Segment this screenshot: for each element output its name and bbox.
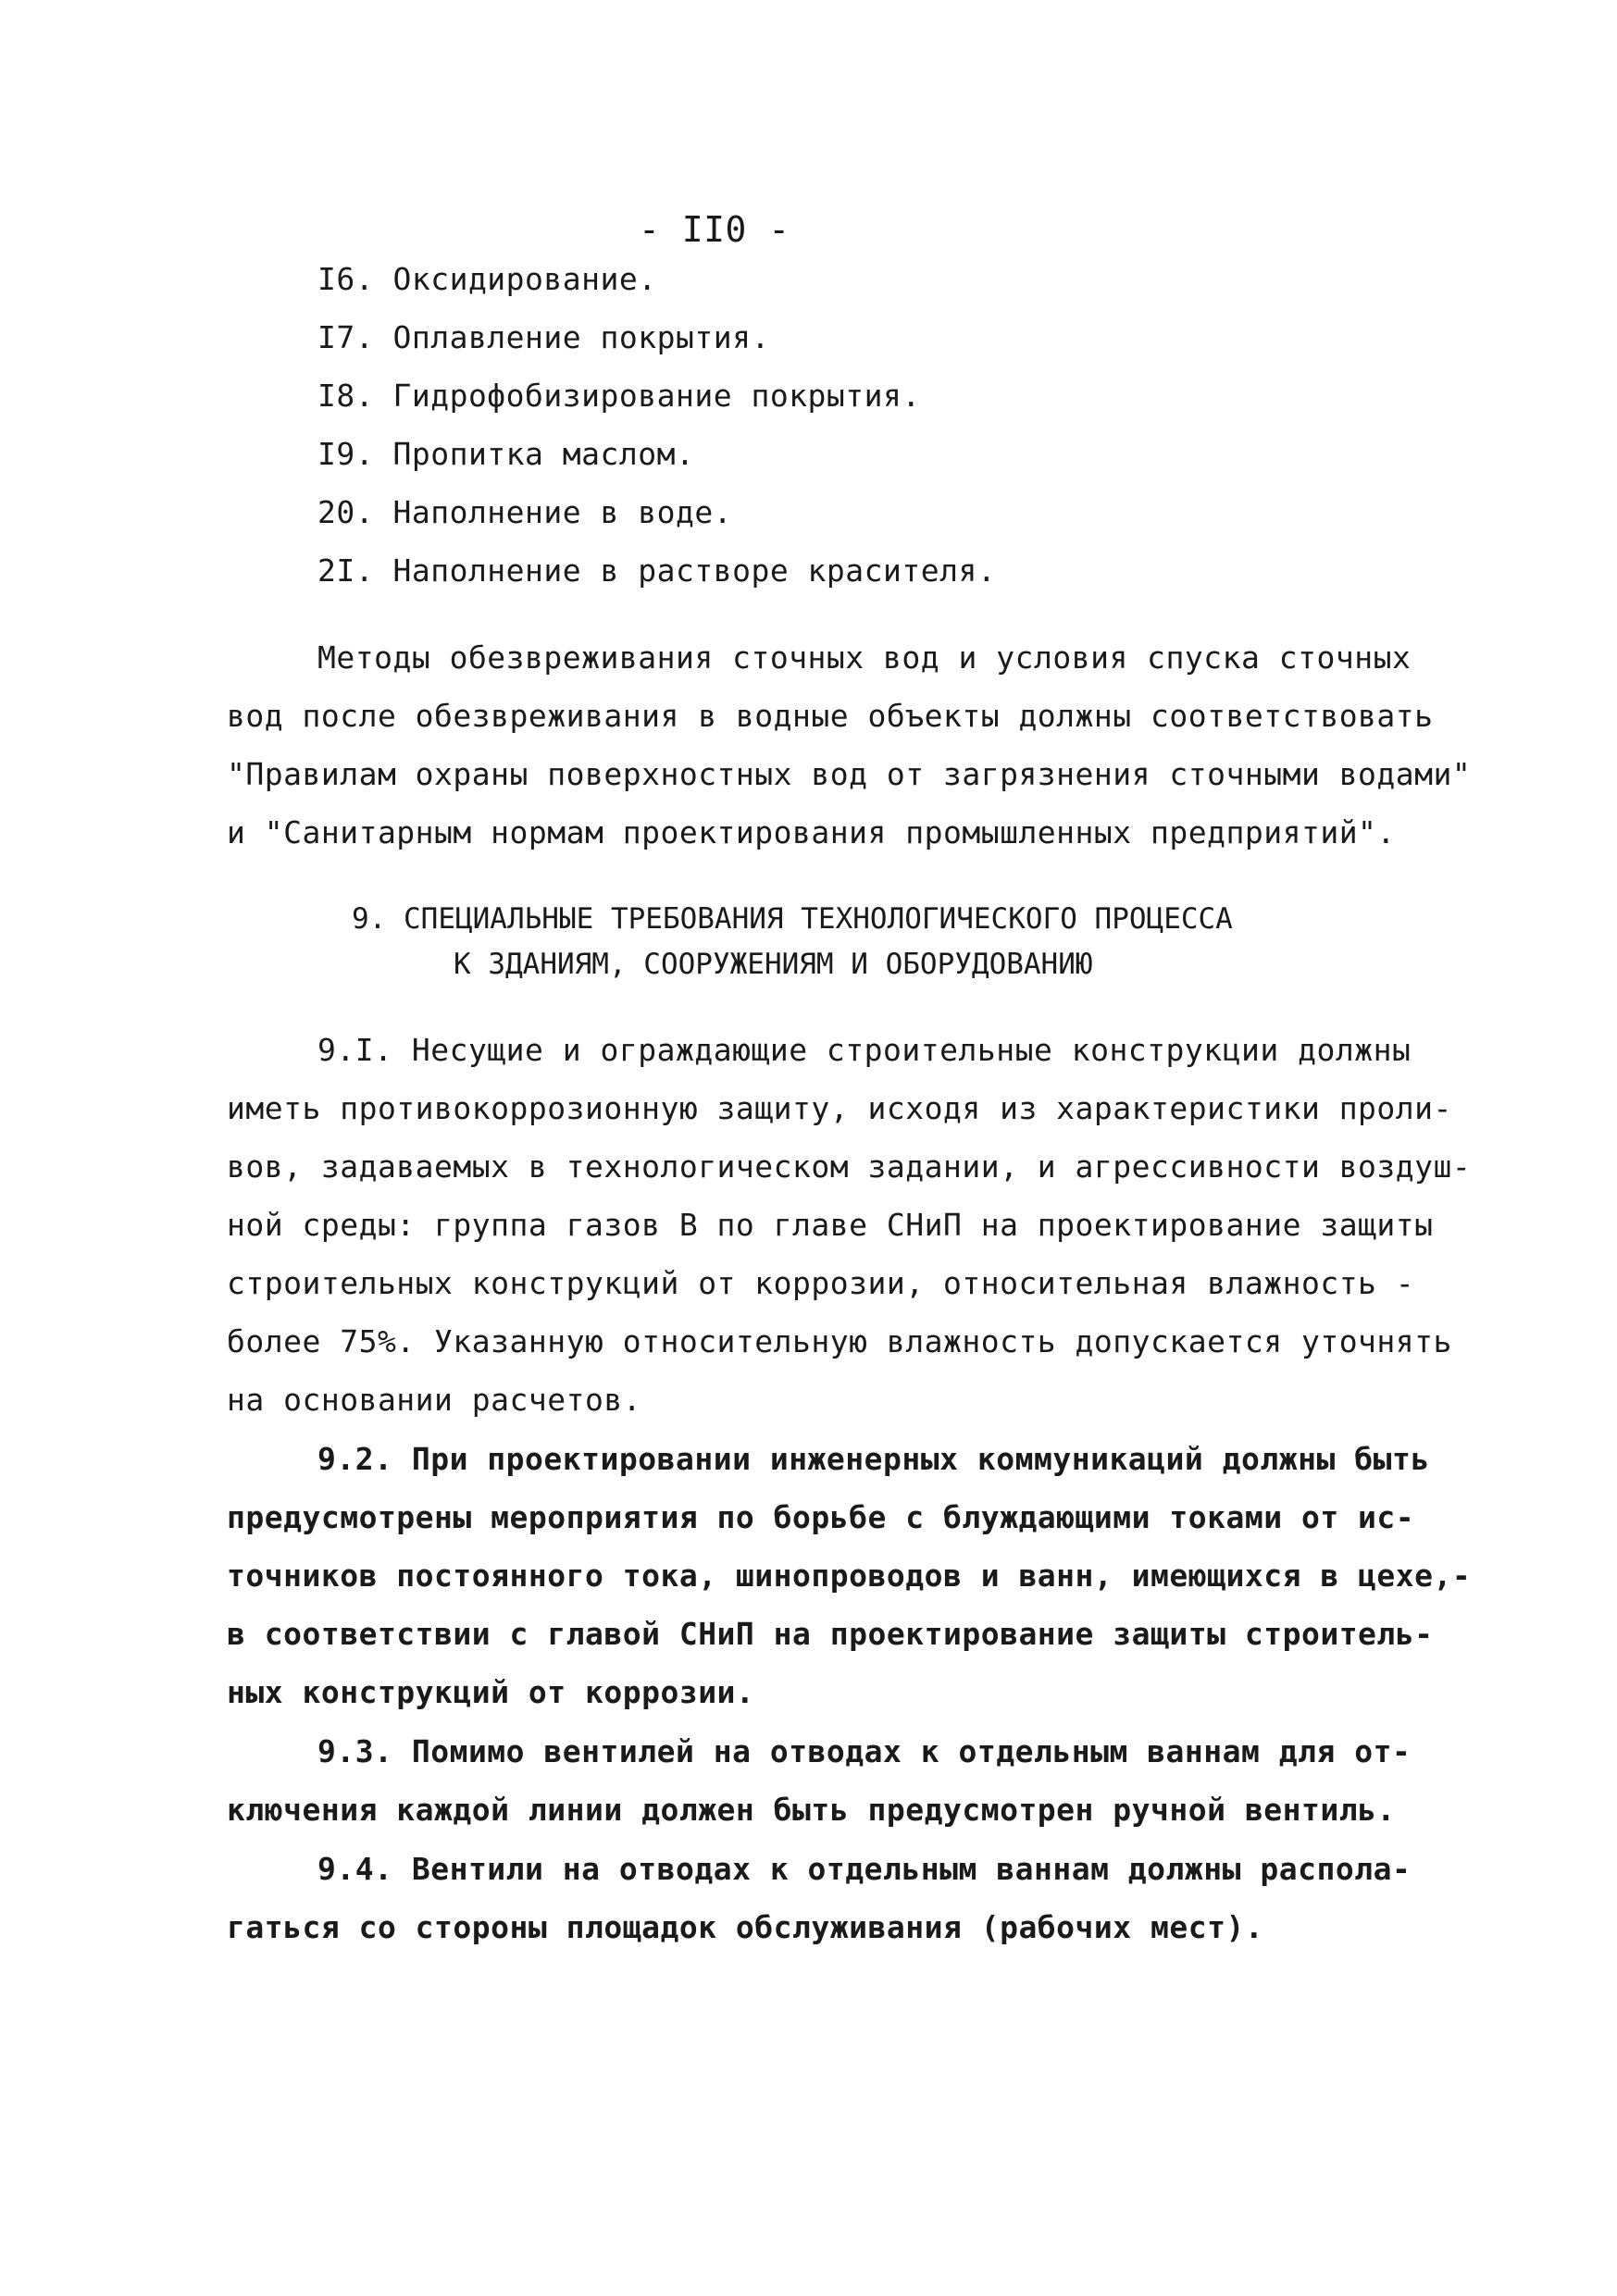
list-item: I8. Гидрофобизирование покрытия.	[317, 378, 921, 414]
paragraph-9-1-line: более 75%. Указанную относительную влажность допускается уточнять	[227, 1323, 1452, 1359]
section-heading-line2: К ЗДАНИЯМ, СООРУЖЕНИЯМ И ОБОРУДОВАНИЮ	[454, 948, 1093, 981]
intro-paragraph-line: Методы обезвреживания сточных вод и условия спуска сточных	[317, 639, 1412, 676]
list-item: 20. Наполнение в воде.	[317, 494, 733, 530]
intro-paragraph-line: и "Санитарным нормам проектирования промышленных предприятий".	[227, 814, 1396, 850]
paragraph-9-1-line: на основании расчетов.	[227, 1382, 642, 1418]
paragraph-9-3-line: ключения каждой линии должен быть предусмотрен ручной вентиль.	[227, 1792, 1396, 1828]
paragraph-9-1-line: вов, задаваемых в технологическом задании, и агрессивности воздуш-	[227, 1148, 1472, 1185]
paragraph-9-4-line: гаться со стороны площадок обслуживания (рабочих мест).	[227, 1909, 1264, 1945]
intro-paragraph-line: "Правилам охраны поверхностных вод от загрязнения сточными водами"	[227, 756, 1472, 792]
intro-paragraph-line: вод после обезвреживания в водные объекты должны соответствовать	[227, 698, 1434, 734]
section-heading-line1: 9. СПЕЦИАЛЬНЫЕ ТРЕБОВАНИЯ ТЕХНОЛОГИЧЕСКОГО ПРОЦЕССА	[352, 902, 1233, 936]
page-number: - II0 -	[639, 209, 790, 250]
list-item: I6. Оксидирование.	[317, 261, 657, 297]
paragraph-9-1-line: иметь противокоррозионную защиту, исходя из характеристики проли-	[227, 1090, 1452, 1126]
list-item: 2I. Наполнение в растворе красителя.	[317, 552, 997, 589]
paragraph-9-1-line: 9.I. Несущие и ограждающие строительные конструкции должны	[317, 1032, 1412, 1068]
paragraph-9-1-line: строительных конструкций от коррозии, относительная влажность -	[227, 1265, 1415, 1301]
list-item: I7. Оплавление покрытия.	[317, 319, 770, 355]
paragraph-9-1-line: ной среды: группа газов В по главе СНиП на проектирование защиты	[227, 1207, 1434, 1243]
paragraph-9-2-line: предусмотрены мероприятия по борьбе с блуждающими токами от ис-	[227, 1499, 1415, 1535]
paragraph-9-2-line: точников постоянного тока, шинопроводов и ванн, имеющихся в цехе,-	[227, 1558, 1472, 1594]
paragraph-9-2-line: 9.2. При проектировании инженерных коммуникаций должны быть	[317, 1441, 1430, 1477]
paragraph-9-3-line: 9.3. Помимо вентилей на отводах к отдельным ваннам для от-	[317, 1733, 1412, 1769]
paragraph-9-2-line: в соответствии с главой СНиП на проектирование защиты строитель-	[227, 1616, 1434, 1652]
paragraph-9-4-line: 9.4. Вентили на отводах к отдельным ваннам должны распола-	[317, 1851, 1412, 1887]
paragraph-9-2-line: ных конструкций от коррозии.	[227, 1674, 755, 1710]
list-item: I9. Пропитка маслом.	[317, 436, 695, 472]
